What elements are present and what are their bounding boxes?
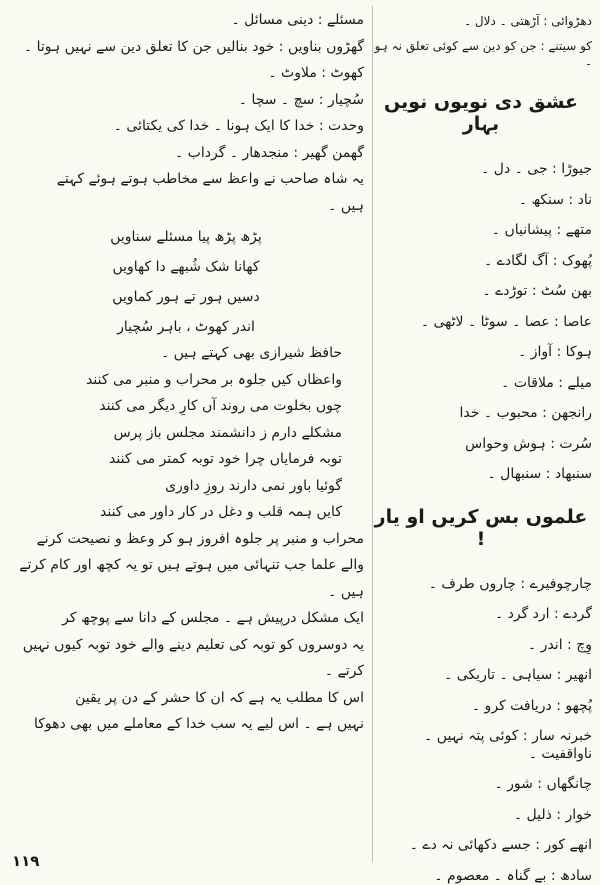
gloss-line: سادھ : بے گناہ ۔ معصوم ۔: [370, 868, 592, 885]
text-line: کھوٹ : ملاوٹ ۔: [8, 65, 364, 83]
gloss-line: گردے : ارد گرد ۔: [370, 606, 592, 624]
gloss-line: چانگھاں : شور ۔: [370, 776, 592, 794]
section-heading: علموں بس کریں او یار !: [370, 506, 592, 550]
gloss-line: چارچوفیرے : چاروں طرف ۔: [370, 576, 592, 594]
text-line: گھمن گھیر : منجدھار ۔ گرداب ۔: [8, 145, 364, 163]
text-line: محراب و منبر پر جلوہ افروز ہو کر وعظ و نصیحت کرنے: [8, 531, 364, 549]
text-line: کرتے ۔: [8, 663, 364, 681]
gloss-line: میلے : ملاقات ۔: [370, 375, 592, 393]
gloss-line: پُھوک : آگ لگادے ۔: [370, 253, 592, 271]
persian-verse-line: چوں بخلوت می روند آں کارِ دیگر می کنند: [8, 398, 364, 416]
gloss-line: بھن سُٹ : توڑدے ۔: [370, 283, 592, 301]
right-column: [370, 0, 592, 876]
page-number: ۱۱۹: [12, 852, 39, 870]
text-line: نہیں ہے ۔ اس لیے یہ سب خدا کے معاملے میں بھی دھوکا: [8, 716, 364, 734]
gloss-line: پُچھو : دریافت کرو ۔: [370, 698, 592, 716]
gloss-line: انھے کور : جسے دکھائی نہ دے ۔: [370, 837, 592, 855]
text-line: گھڑوں بناویں : خود بنالیں جن کا تعلق دین سے نہیں ہوتا ۔: [8, 39, 364, 57]
persian-verse-line: توبہ فرمایاں چرا خود توبہ کمتر می کنند: [8, 451, 364, 469]
text-line: سُچیار : سچ ۔ سچا ۔: [8, 92, 364, 110]
text-line: ہیں ۔: [8, 198, 364, 216]
persian-verse-line: گوئیا باور نمی دارند روزِ داوری: [8, 478, 364, 496]
text-line: اس کا مطلب یہ ہے کہ ان کا حشر کے دن پر یقین: [8, 690, 364, 708]
gloss-line: ناد : سنکھ ۔: [370, 192, 592, 210]
gloss-line: انھیر : سیاہی ۔ تاریکی ۔: [370, 667, 592, 685]
gloss-line: وِچ : اندر ۔: [370, 637, 592, 655]
verse-line: دسیں ہور تے ہور کماویں: [8, 289, 364, 305]
verse-line: اندر کھوٹ ، باہر سُچیار: [8, 319, 364, 335]
text-line: یہ دوسروں کو توبہ کی تعلیم دینے والے خود توبہ کیوں نہیں: [8, 637, 364, 655]
column-divider: [372, 6, 373, 862]
verse-line: کھانا شک شُبھے دا کھاویں: [8, 259, 364, 275]
gloss-line: عاصا : عصا ۔ سوٹا ۔ لاٹھی ۔: [370, 314, 592, 332]
gloss-line: دھڑوائی : آڑھتی ۔ دلال ۔: [370, 14, 592, 29]
gloss-line: متھے : پیشانیاں ۔: [370, 222, 592, 240]
gloss-line: رانجھن : محبوب ۔ خدا: [370, 405, 592, 423]
left-column: [8, 0, 364, 876]
gloss-line: خوار : ذلیل ۔: [370, 807, 592, 825]
gloss-line: خبرنہ سار : کوئی پتہ نہیں ۔ ناواقفیت ۔: [370, 728, 592, 763]
gloss-line: سنبھاد : سنبھال ۔: [370, 466, 592, 484]
gloss-line: ہوکا : آواز ۔: [370, 344, 592, 362]
text-line: ہیں ۔: [8, 584, 364, 602]
text-line: مسئلے : دینی مسائل ۔: [8, 12, 364, 30]
text-line: حافظ شیرازی بھی کہتے ہیں ۔: [8, 345, 364, 363]
gloss-line: جیوڑا : جی ۔ دل ۔: [370, 161, 592, 179]
gloss-line: سُرت : ہوش وحواس: [370, 436, 592, 454]
persian-verse-line: کایں ہمہ قلب و دغل در کار داور می کنند: [8, 504, 364, 522]
verse-line: پڑھ پڑھ پیا مسئلے سناویں: [8, 229, 364, 245]
persian-verse-line: مشکلے دارم ز دانشمند مجلس باز پرس: [8, 425, 364, 443]
section-heading: عشق دی نویوں نویں بہار: [370, 91, 592, 135]
text-line: والے علما جب تنہائی میں ہوتے ہیں تو یہ کچھ اور کام کرتے: [8, 557, 364, 575]
gloss-line: کو سیتنے : جن کو دین سے کوئی تعلق نہ ہو ۔: [370, 39, 592, 69]
text-line: ایک مشکل درپیش ہے ۔ مجلس کے دانا سے پوچھ کر: [8, 610, 364, 628]
text-line: یہ شاہ صاحب نے واعظ سے مخاطب ہوتے ہوئے کہتے: [8, 171, 364, 189]
persian-verse-line: واعظاں کیں جلوہ بر محراب و منبر می کنند: [8, 372, 364, 390]
text-line: وحدت : خدا کا ایک ہونا ۔ خدا کی یکتائی ۔: [8, 118, 364, 136]
